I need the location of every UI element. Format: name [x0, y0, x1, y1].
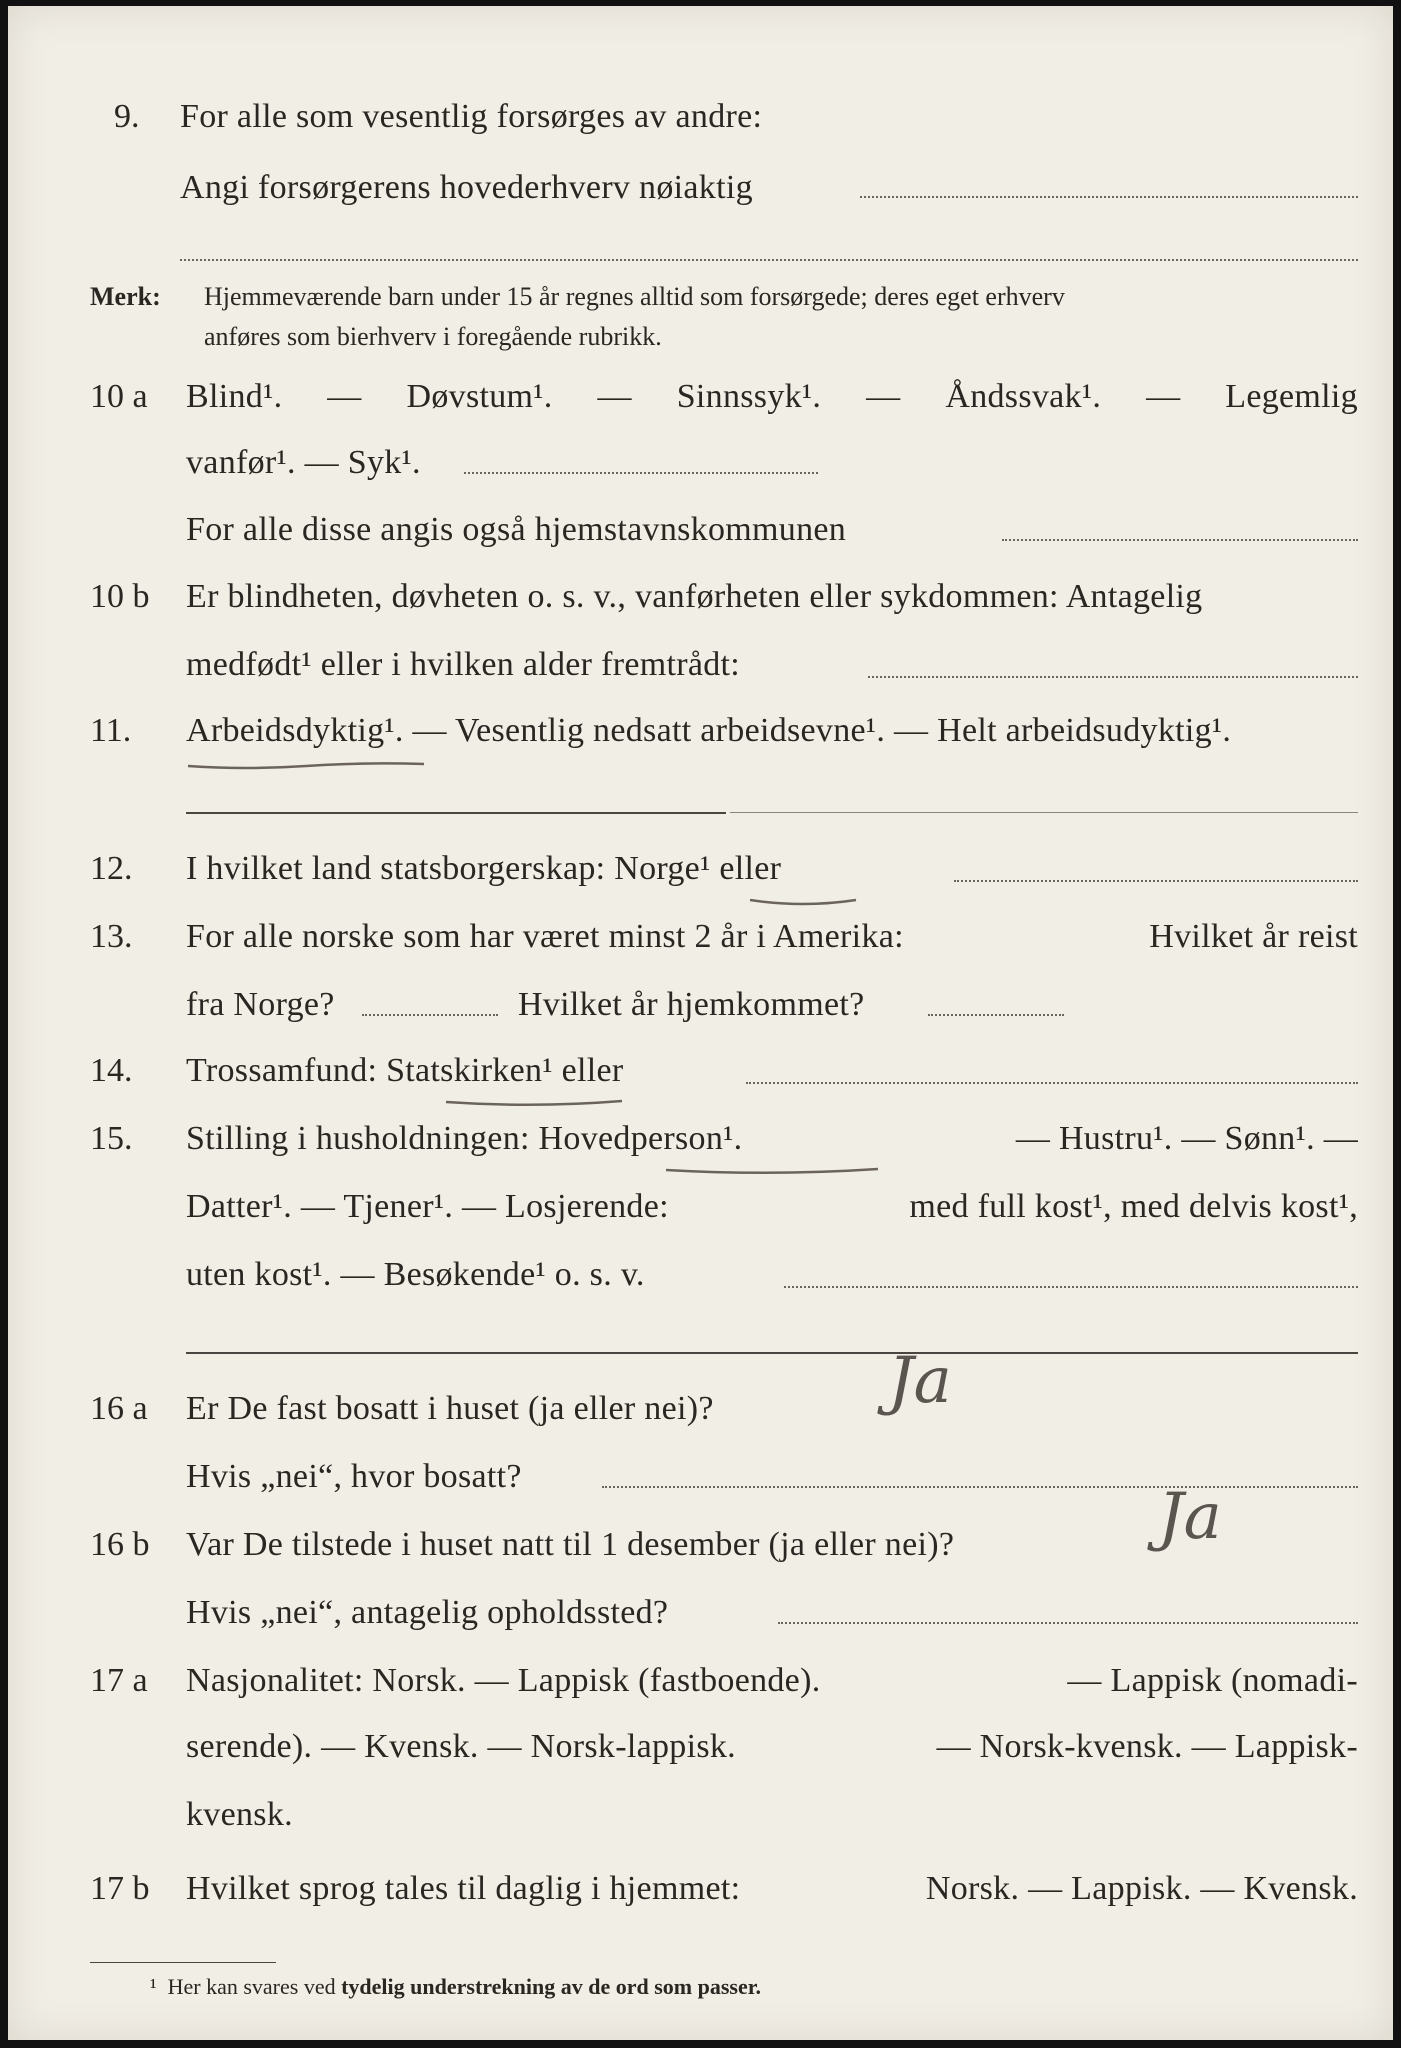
- q9-line1: For alle som vesentlig forsørges av andre:: [180, 98, 763, 135]
- q15-line3: uten kost¹. — Besøkende¹ o. s. v.: [186, 1256, 645, 1293]
- q16a-answer-field[interactable]: [602, 1486, 1358, 1488]
- q14-answer-field[interactable]: [746, 1082, 1358, 1084]
- footnote: ¹ Her kan svares ved tydelig understrekning av de ord som passer.: [150, 1974, 761, 1999]
- q16b-line2: Hvis „nei“, antagelig opholdssted?: [186, 1594, 669, 1631]
- q10a-line3: For alle disse angis også hjemstavnskommunen: [186, 511, 847, 548]
- q13-line2b: Hvilket år hjemkommet?: [518, 986, 865, 1023]
- footnote-rule: [90, 1962, 276, 1963]
- q13-reist-field[interactable]: [362, 1014, 498, 1016]
- q12-number: 12.: [90, 850, 133, 887]
- q10b-line2: medfødt¹ eller i hvilken alder fremtrådt:: [186, 646, 741, 683]
- q15-number: 15.: [90, 1120, 133, 1157]
- q17b-number: 17 b: [90, 1870, 150, 1907]
- q16b-answer-field[interactable]: [778, 1622, 1358, 1624]
- census-form-page: [8, 6, 1393, 2040]
- q15-line2: Datter¹. — Tjener¹. — Losjerende: med full kost¹, med delvis kost¹,: [186, 1188, 1358, 1225]
- q10a-line2: vanfør¹. — Syk¹.: [186, 444, 421, 481]
- q16b-handwritten-answer: Ja: [1158, 1480, 1222, 1554]
- q13-hjemkommet-field[interactable]: [928, 1014, 1064, 1016]
- q11-handwritten-underline: [186, 758, 426, 772]
- q11-rule-left: [186, 812, 726, 814]
- q13-number: 13.: [90, 918, 133, 955]
- q15-line1: Stilling i husholdningen: Hovedperson¹. — Hustru¹. — Sønn¹. —: [186, 1120, 1358, 1157]
- q12-line1: I hvilket land statsborgerskap: Norge¹ eller: [186, 850, 782, 887]
- q15-answer-field[interactable]: [784, 1286, 1358, 1288]
- q10a-kommune-field[interactable]: [1002, 539, 1358, 541]
- q14-handwritten-underline: [444, 1096, 624, 1110]
- q17a-number: 17 a: [90, 1662, 148, 1699]
- merk-line2: anføres som bierhverv i foregående rubrikk.: [204, 322, 662, 351]
- q16a-number: 16 a: [90, 1390, 148, 1427]
- q17a-line3: kvensk.: [186, 1796, 293, 1833]
- q16b-number: 16 b: [90, 1526, 150, 1563]
- q11-number: 11.: [90, 712, 132, 749]
- q11-rule-right: [730, 812, 1358, 813]
- q12-answer-field[interactable]: [954, 880, 1358, 882]
- q16a-line1: Er De fast bosatt i huset (ja eller nei)?: [186, 1390, 714, 1427]
- q12-handwritten-underline: [748, 894, 858, 908]
- q14-number: 14.: [90, 1052, 133, 1089]
- q9-line2: Angi forsørgerens hovederhverv nøiaktig: [180, 169, 753, 206]
- q9-answer-field[interactable]: [860, 196, 1358, 198]
- q16a-line2: Hvis „nei“, hvor bosatt?: [186, 1458, 522, 1495]
- q10a-option-blind[interactable]: Blind¹.: [186, 378, 283, 415]
- q14-line1: Trossamfund: Statskirken¹ eller: [186, 1052, 624, 1089]
- q17b-line1: Hvilket sprog tales til daglig i hjemmet: Norsk. — Lappisk. — Kvensk.: [186, 1870, 1358, 1907]
- q15-rule: [186, 1352, 1358, 1354]
- q10b-line1: Er blindheten, døvheten o. s. v., vanførheten eller sykdommen: Antagelig: [186, 578, 1203, 615]
- q10a-option-dovstum[interactable]: Døvstum¹.: [406, 378, 553, 415]
- q9-number: 9.: [114, 98, 140, 135]
- q13-line2a: fra Norge?: [186, 986, 335, 1023]
- q11-line1: Arbeidsdyktig¹. — Vesentlig nedsatt arbeidsevne¹. — Helt arbeidsudyktig¹.: [186, 712, 1232, 749]
- q10a-option-andssvak[interactable]: Åndssvak¹.: [945, 378, 1102, 415]
- q16b-line1: Var De tilstede i huset natt til 1 desember (ja eller nei)?: [186, 1526, 955, 1563]
- q17a-line2: serende). — Kvensk. — Norsk-lappisk. — Norsk-kvensk. — Lappisk-: [186, 1728, 1358, 1765]
- q10b-answer-field[interactable]: [868, 676, 1358, 678]
- q10a-line1: Blind¹. — Døvstum¹. — Sinnssyk¹. — Åndssvak¹. — Legemlig: [186, 378, 1358, 415]
- merk-label: Merk:: [90, 282, 161, 311]
- q17a-line1: Nasjonalitet: Norsk. — Lappisk (fastboende). — Lappisk (nomadi-: [186, 1662, 1358, 1699]
- q10a-answer-field[interactable]: [464, 472, 818, 474]
- q10a-option-legemlig[interactable]: Legemlig: [1225, 378, 1358, 415]
- q10a-number: 10 a: [90, 378, 148, 415]
- q16a-handwritten-answer: Ja: [888, 1344, 952, 1418]
- q13-line1: For alle norske som har været minst 2 år i Amerika: Hvilket år reist: [186, 918, 1358, 955]
- q10b-number: 10 b: [90, 578, 150, 615]
- q10a-option-sinnssyk[interactable]: Sinnssyk¹.: [676, 378, 822, 415]
- q9-answer-field-2[interactable]: [180, 259, 1358, 261]
- merk-line1: Hjemmeværende barn under 15 år regnes alltid som forsørgede; deres eget erhverv: [204, 282, 1065, 311]
- q15-handwritten-underline: [664, 1164, 880, 1178]
